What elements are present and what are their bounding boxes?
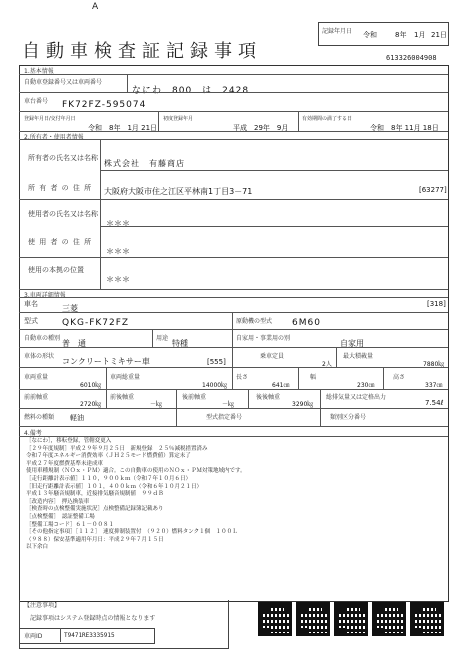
displacement-label: 総排気量又は定格出力 xyxy=(326,394,387,401)
notes-header: 【注意事項】 xyxy=(24,602,61,609)
remarks-line: 使用車種規制（ＮＯｘ・ＰＭ）適合。この自動車の使用のＮＯｘ・ＰＭ対策地域内です。 xyxy=(26,468,246,475)
qr-code-1 xyxy=(258,602,292,636)
capacity-value: 2人 xyxy=(322,361,332,368)
notes-text: 記録事項はシステム登録時点の情報となります xyxy=(30,615,156,622)
body-shape-value: コンクリートミキサー車 xyxy=(62,357,150,366)
remarks-line: ［整備工場コード］６１－００８１ xyxy=(26,521,115,528)
section-vehicle-header: 3.車両詳細情報 xyxy=(24,292,66,299)
user-address-label: 使 用 者 の 住 所 xyxy=(28,238,93,246)
expiry-value: 令和 8年 11月 18日 xyxy=(370,124,439,132)
kind-label: 自動車の種別 xyxy=(24,335,61,342)
rear-front-axle-value: －㎏ xyxy=(222,401,235,408)
maker-label: 車名 xyxy=(24,300,38,308)
section-owner-header: 2.所有者・使用者情報 xyxy=(24,134,84,141)
remarks-line: ［なにわ］，移転登録，管轄変更入 xyxy=(26,438,112,444)
user-name-label: 使用者の氏名又は名称 xyxy=(28,210,98,218)
use-value: 特種 xyxy=(172,339,188,348)
body-shape-code: [555] xyxy=(207,358,226,366)
remarks-block xyxy=(26,438,246,552)
chassis-value: FK72FZ-595074 xyxy=(62,100,147,110)
vehicle-id-label: 車両ID xyxy=(24,633,43,640)
owner-name-label: 所有者の氏名又は名称 xyxy=(28,154,98,162)
engine-label: 原動機の型式 xyxy=(236,318,273,325)
width-label: 幅 xyxy=(310,374,317,381)
user-address-value: ＊＊＊ xyxy=(106,247,130,256)
rear-rear-axle-label: 後後軸重 xyxy=(256,394,281,401)
gross-weight-value: 14000㎏ xyxy=(202,382,228,389)
record-date-era: 令和 xyxy=(363,31,377,39)
owner-address-label: 所 有 者 の 住 所 xyxy=(28,184,93,192)
remarks-line: 令和７年度エネルギー消費効率（ＪＨ２５モード燃費値）算定未了 xyxy=(26,453,191,460)
qr-code-2 xyxy=(296,602,330,636)
capacity-label: 乗車定員 xyxy=(260,353,285,360)
maker-value: 三菱 xyxy=(62,304,78,313)
private-use-label: 自家用・事業用の別 xyxy=(236,335,291,342)
front-front-axle-label: 前前軸重 xyxy=(24,394,49,401)
owner-name-value: 株式会社 有藤商店 xyxy=(104,159,185,168)
front-front-axle-value: 2720㎏ xyxy=(80,401,102,408)
displacement-value: 7.54ℓ xyxy=(425,399,444,407)
length-value: 641㎝ xyxy=(272,382,290,389)
base-location-label: 使用の本拠の位置 xyxy=(28,266,84,274)
record-date-label: 記録年月日 xyxy=(322,28,353,35)
reg-number-label: 自動車登録番号又は車両番号 xyxy=(24,79,103,86)
section-basic-header: 1.基本情報 xyxy=(24,68,54,75)
use-label: 用途 xyxy=(156,335,169,342)
expiry-label: 有効期間の満了する日 xyxy=(302,116,353,122)
remarks-line: ［改造内容］ 押込換装車 xyxy=(26,498,90,505)
rear-rear-axle-value: 3290㎏ xyxy=(292,401,314,408)
chassis-label: 車台番号 xyxy=(24,98,49,105)
owner-address-code: [63277] xyxy=(419,186,447,194)
qr-code-3 xyxy=(334,602,368,636)
remarks-line: ［点検整備］ 認証整備工場 xyxy=(26,513,95,520)
spec-number-label: 型式指定番号 xyxy=(206,414,243,421)
remarks-line: 以下余白 xyxy=(26,544,49,551)
weight-label: 車両重量 xyxy=(24,374,49,381)
length-label: 長さ xyxy=(236,374,249,381)
engine-value: 6M60 xyxy=(292,318,321,328)
private-use-value: 自家用 xyxy=(340,339,364,348)
model-value: QKG-FK72FZ xyxy=(62,318,130,328)
top-mark: A xyxy=(92,2,99,12)
record-date-year: 8年 xyxy=(395,31,407,39)
height-label: 高さ xyxy=(393,374,406,381)
height-value: 337㎝ xyxy=(425,382,443,389)
qr-code-5 xyxy=(410,602,444,636)
maker-code: [318] xyxy=(427,300,446,308)
gross-weight-label: 車両総重量 xyxy=(110,374,141,381)
weight-value: 6010㎏ xyxy=(80,382,102,389)
fuel-value: 軽油 xyxy=(70,414,84,422)
remarks-line: ［走行距離計表示値］１１０，９００ｋｍ（令和７年１０月６日） xyxy=(26,475,192,482)
vehicle-id-value: T9471RE3335915 xyxy=(64,632,115,639)
page-title: 自動車検査証記録事項 xyxy=(22,41,262,62)
max-load-value: 7880㎏ xyxy=(423,361,445,368)
user-name-value: ＊＊＊ xyxy=(106,219,130,228)
record-date-month: 1月 xyxy=(414,31,426,39)
remarks-line: ［旧走行距離計表示値］１０１，４００ｋｍ（令和６年１０月２１日） xyxy=(26,483,203,490)
front-rear-axle-label: 前後軸重 xyxy=(110,394,135,401)
kind-value: 普 通 xyxy=(62,339,86,348)
body-shape-label: 車体の形状 xyxy=(24,353,55,360)
rear-front-axle-label: 後前軸重 xyxy=(182,394,207,401)
regdate-value: 令和 8年 1月 21日 xyxy=(88,124,158,132)
max-load-label: 最大積載量 xyxy=(343,353,374,360)
fuel-label: 燃料の種類 xyxy=(24,414,55,421)
base-location-value: ＊＊＊ xyxy=(106,275,130,284)
remarks-line: ［検査時の点検整備実施状況］点検整備記録簿記載あり xyxy=(26,506,164,513)
first-reg-label: 初度登録年月 xyxy=(163,116,194,122)
document-number: 613326004908 xyxy=(386,54,437,62)
first-reg-value: 平成 29年 9月 xyxy=(233,124,289,132)
model-label: 型式 xyxy=(24,317,38,325)
record-date-day: 21日 xyxy=(431,31,447,39)
qr-code-4 xyxy=(372,602,406,636)
remarks-line: ［２９年度規制］平成２９年９月２５日 新規登録 ２５％減税措置済み xyxy=(26,445,208,452)
width-value: 230㎝ xyxy=(357,382,375,389)
remarks-line: ［その他指定事項］［１１２］ 速度抑制装置付 （９２０）燃料タンク１個 １００Ｌ （９８８）保安基準適用年月日：平成２９年７月１５日 xyxy=(26,529,244,543)
front-rear-axle-value: －㎏ xyxy=(150,401,163,408)
category-number-label: 類別区分番号 xyxy=(330,414,367,421)
regdate-label: 登録年月日/交付年月日 xyxy=(24,116,76,122)
remarks-line: 平成１３年騒音規制車，近接排気騒音規制値 ９９ｄＢ xyxy=(26,491,164,498)
reg-number-value: なにわ 800 は 2428 xyxy=(132,86,250,96)
owner-address-value: 大阪府大阪市住之江区平林南1丁目3－71 xyxy=(104,187,253,196)
section-remarks-header: 4.備考 xyxy=(24,430,42,437)
remarks-line: 平成２７年度燃費基準未達成車 xyxy=(26,460,104,467)
